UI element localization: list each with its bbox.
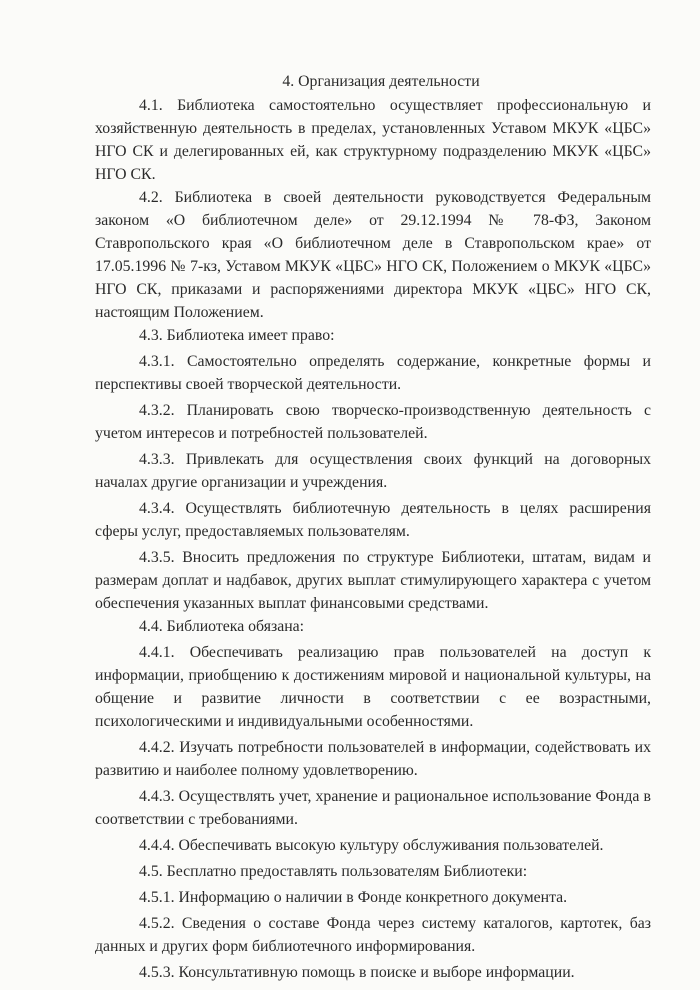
paragraph-4-5-2: 4.5.2. Сведения о составе Фонда через систему каталогов, картотек, баз данных и других форм библиотечного информирования.: [95, 915, 651, 955]
paragraph-4-3: 4.3. Библиотека имеет право:: [139, 327, 335, 344]
paragraph-4-4-4: 4.4.4. Обеспечивать высокую культуру обслуживания пользователей.: [139, 837, 604, 854]
paragraph-4-3-1: 4.3.1. Самостоятельно определять содержание, конкретные формы и перспективы своей творческой деятельности.: [95, 353, 651, 393]
paragraph-4-4-1: 4.4.1. Обеспечивать реализацию прав пользователей на доступ к информации, приобщению к достижениям мировой и национальной культуры, на общение и развитие личности в соответствии с ее возрастными, психологическими и индивидуальными особенностями.: [95, 644, 651, 730]
section-title: 4. Организация деятельности: [282, 73, 480, 90]
paragraph-4-1: 4.1. Библиотека самостоятельно осуществляет профессиональную и хозяйственную деятельность в пределах, установленных Уставом МКУК «ЦБС» НГО СК и делегированных ей, как структурному подразделению МКУК «ЦБС» НГО СК.: [95, 97, 651, 183]
paragraph-4-4: 4.4. Библиотека обязана:: [139, 618, 305, 635]
paragraph-4-2: 4.2. Библиотека в своей деятельности руководствуется Федеральным законом «О библиотечном деле» от 29.12.1994 № 78-ФЗ, Законом Ставропольского края «О библиотечном деле в Ставропольском крае» от 17.05.1996 № 7-кз, Уставом МКУК «ЦБС» НГО СК, Положением о МКУК «ЦБС» НГО СК, приказами и распоряжениями директора МКУК «ЦБС» НГО СК, настоящим Положением.: [95, 189, 651, 321]
paragraph-4-5-3: 4.5.3. Консультативную помощь в поиске и выборе информации.: [139, 964, 575, 981]
paragraph-4-3-3: 4.3.3. Привлекать для осуществления своих функций на договорных началах другие организации и учреждения.: [95, 451, 651, 491]
paragraph-4-5: 4.5. Бесплатно предоставлять пользователям Библиотеки:: [139, 863, 528, 880]
paragraph-4-5-1: 4.5.1. Информацию о наличии в Фонде конкретного документа.: [139, 889, 568, 906]
paragraph-4-4-3: 4.4.3. Осуществлять учет, хранение и рациональное использование Фонда в соответствии с требованиями.: [95, 788, 651, 828]
paragraph-4-4-2: 4.4.2. Изучать потребности пользователей в информации, содействовать их развитию и наиболее полному удовлетворению.: [95, 739, 651, 779]
document-page: [95, 70, 651, 984]
paragraph-4-3-4: 4.3.4. Осуществлять библиотечную деятельность в целях расширения сферы услуг, предоставляемых пользователям.: [95, 500, 651, 540]
paragraph-4-3-2: 4.3.2. Планировать свою творческо-производственную деятельность с учетом интересов и потребностей пользователей.: [95, 402, 651, 442]
paragraph-4-3-5: 4.3.5. Вносить предложения по структуре Библиотеки, штатам, видам и размерам доплат и надбавок, других выплат стимулирующего характера с учетом обеспечения указанных выплат финансовыми средствами.: [95, 549, 651, 612]
